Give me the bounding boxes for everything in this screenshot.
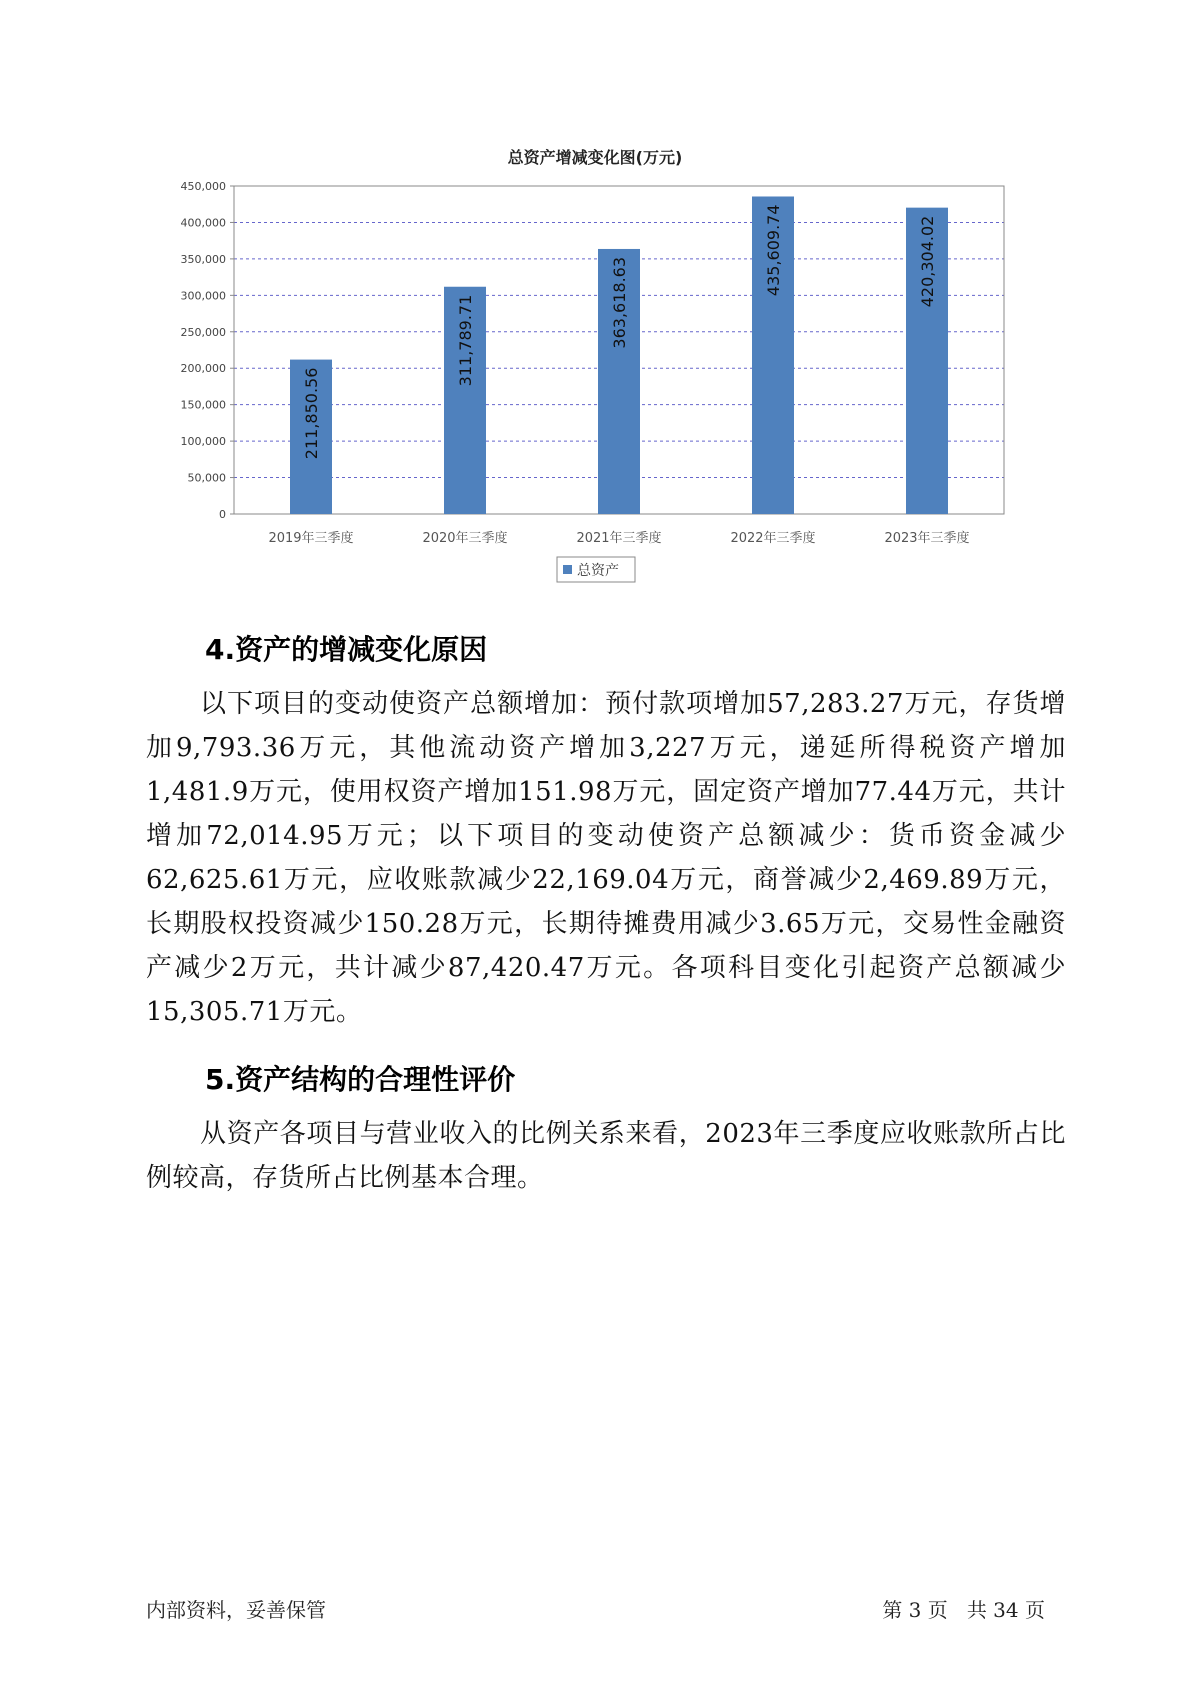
y-tick-label: 350,000: [180, 252, 226, 266]
y-axis-ticks: [181, 180, 235, 521]
footer-page-number: 第 3 页 共 34 页: [882, 1598, 1045, 1622]
legend-label: 总资产: [577, 563, 619, 579]
x-axis-ticks: [268, 530, 969, 546]
x-tick-label: 2019年三季度: [268, 531, 354, 546]
chart-legend: [557, 557, 635, 582]
y-tick-label: 150,000: [180, 398, 226, 412]
x-tick-label: 2022年三季度: [730, 531, 816, 546]
x-tick-label: 2021年三季度: [576, 531, 662, 546]
section-5-paragraph: 从资产各项目与营业收入的比例关系来看，2023年三季度应收账款所占比例较高，存货所占比例基本合理。: [146, 1119, 1066, 1193]
bars: [290, 196, 948, 514]
y-tick-label: 400,000: [180, 216, 226, 230]
y-tick-label: 50,000: [187, 471, 226, 485]
footer-confidential: 内部资料，妥善保管: [146, 1598, 326, 1622]
y-tick-label: 100,000: [180, 435, 226, 449]
bar-value-label: 211,850.56: [302, 367, 321, 460]
x-tick-label: 2020年三季度: [422, 531, 508, 546]
y-tick-label: 0: [219, 508, 226, 521]
chart-svg: [0, 0, 1191, 600]
legend-swatch: [563, 565, 572, 574]
y-tick-label: 450,000: [180, 180, 226, 193]
bar-value-label: 435,609.74: [764, 204, 783, 297]
chart-title: 总资产增减变化图(万元): [507, 148, 683, 167]
section-4-paragraph: 以下项目的变动使资产总额增加：预付款项增加57,283.27万元，存货增加9,793.36万元，其他流动资产增加3,227万元，递延所得税资产增加1,481.9万元，使用权资产增加151.98万元，固定资产增加77.44万元，共计增加72,014.95万元；以下项目的变动使资产总额减少：货币资金减少62,625.61万元，应收账款减少22,169.04万元，商誉减少2,469.89万元，长期股权投资减少150.28万元，长期待摊费用减少3.65万元，交易性金融资产减少2万元，共计减少87,420.47万元。各项科目变化引起资产总额减少15,305.71万元。: [146, 689, 1066, 1027]
x-tick-label: 2023年三季度: [884, 531, 970, 546]
y-tick-label: 200,000: [180, 362, 226, 376]
y-tick-label: 300,000: [180, 289, 226, 303]
total-assets-chart: [0, 0, 1191, 600]
bar-value-label: 420,304.02: [918, 215, 937, 308]
bar-value-label: 363,618.63: [610, 256, 629, 349]
y-tick-label: 250,000: [180, 325, 226, 339]
bar-value-label: 311,789.71: [456, 294, 475, 387]
section-4-heading: 4.资产的增减变化原因: [205, 633, 488, 666]
section-5-heading: 5.资产结构的合理性评价: [205, 1063, 516, 1096]
